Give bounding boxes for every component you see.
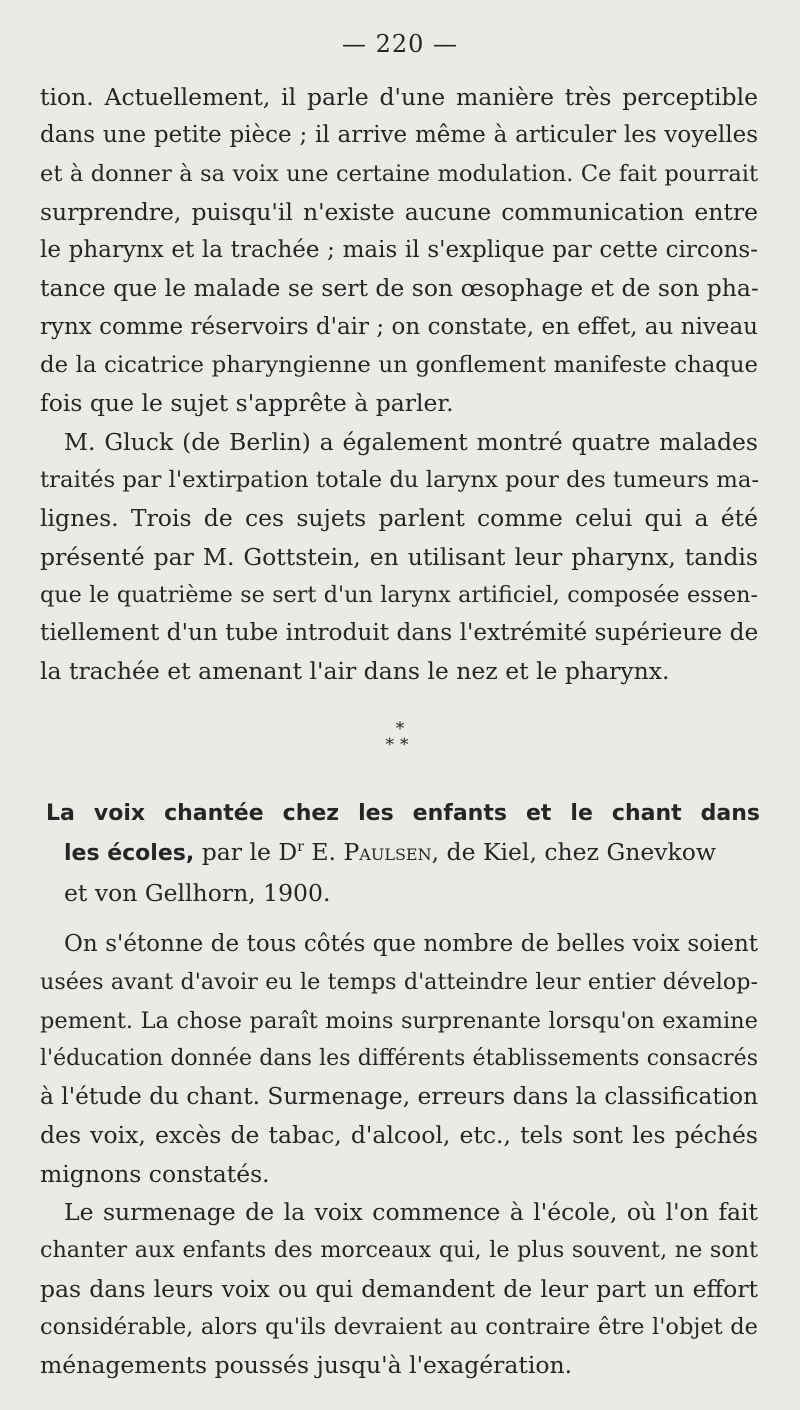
text-line: tance que le malade se sert de son œsophage et de son pha- — [40, 274, 759, 303]
section-separator-asterisk-top: * — [395, 719, 405, 739]
text-block-upper — [40, 78, 758, 691]
article-heading — [46, 795, 760, 912]
text-line: rynx comme réservoirs d'air ; on constate, en effet, au niveau — [40, 313, 758, 340]
text-line: pement. La chose paraît moins surprenante lorsqu'on examine — [40, 1007, 758, 1034]
text-line: M. Gluck (de Berlin) a également montré quatre malades — [64, 427, 758, 456]
paragraph-1 — [40, 78, 758, 423]
heading-byline — [46, 833, 760, 873]
text-line: pas dans leurs voix ou qui demandent de leur part un effort — [40, 1274, 758, 1303]
text-line: mignons constatés. — [40, 1159, 270, 1188]
text-line: tiellement d'un tube introduit dans l'extrémité supérieure de — [40, 619, 759, 647]
heading-author: Paulsen — [343, 838, 432, 867]
text-line: traités par l'extirpation totale du larynx pour des tumeurs ma- — [40, 466, 760, 493]
text-line: lignes. Trois de ces sujets parlent comme celui qui a été — [40, 504, 758, 533]
heading-title-line: La voix chantée chez les enfants et le chant dans — [46, 801, 760, 826]
text-line: l'éducation donnée dans les différents établissements consacrés — [40, 1045, 758, 1071]
heading-initial: E. — [303, 838, 344, 867]
text-line: que le quatrième se sert d'un larynx artificiel, composée essen- — [40, 581, 758, 608]
text-line: de la cicatrice pharyngienne un gonflement manifeste chaque — [40, 352, 758, 379]
heading-by: par le D — [194, 838, 298, 867]
paragraph-4 — [40, 1193, 758, 1384]
text-line: et à donner à sa voix une certaine modulation. Ce fait pourrait — [40, 160, 758, 187]
text-line: tion. Actuellement, il parle d'une manière très perceptible — [40, 83, 758, 111]
section-separator-asterisks-bottom: ** — [385, 735, 415, 755]
text-line: Le surmenage de la voix commence à l'école, où l'on fait — [64, 1198, 758, 1227]
page-number: — 220 — — [341, 30, 459, 58]
paragraph-2 — [40, 423, 758, 691]
text-line: surprendre, puisqu'il n'existe aucune communication entre — [40, 197, 758, 226]
text-line: dans une petite pièce ; il arrive même à articuler les voyelles — [40, 122, 758, 149]
text-line: On s'étonne de tous côtés que nombre de belles voix soient — [64, 931, 758, 957]
text-line: présenté par M. Gottstein, en utilisant leur pharynx, tandis — [40, 542, 758, 571]
text-line: des voix, excès de tabac, d'alcool, etc., tels sont les péchés — [40, 1121, 758, 1150]
text-line: ménagements poussés jusqu'à l'exagération. — [40, 1351, 573, 1380]
text-line: considérable, alors qu'ils devraient au contraire être l'objet de — [40, 1313, 758, 1340]
heading-doctor-sup: r — [297, 839, 304, 856]
heading-title-continued: les écoles, — [64, 841, 195, 867]
text-line: à l'étude du chant. Surmenage, erreurs dans la classification — [40, 1083, 759, 1111]
text-line: chanter aux enfants des morceaux qui, le plus souvent, ne sont — [40, 1237, 758, 1264]
text-line: usées avant d'avoir eu le temps d'atteindre leur entier dévelop- — [40, 969, 758, 996]
paragraph-3 — [40, 925, 758, 1193]
heading-publisher: , de Kiel, chez Gnevkow — [431, 838, 717, 867]
heading-publisher-year: et von Gellhorn, 1900. — [64, 878, 331, 907]
text-line: fois que le sujet s'apprête à parler. — [40, 389, 454, 418]
text-block-lower — [40, 925, 758, 1385]
text-line: le pharynx et la trachée ; mais il s'explique par cette circons- — [40, 237, 758, 264]
text-line: la trachée et amenant l'air dans le nez et le pharynx. — [40, 657, 670, 686]
